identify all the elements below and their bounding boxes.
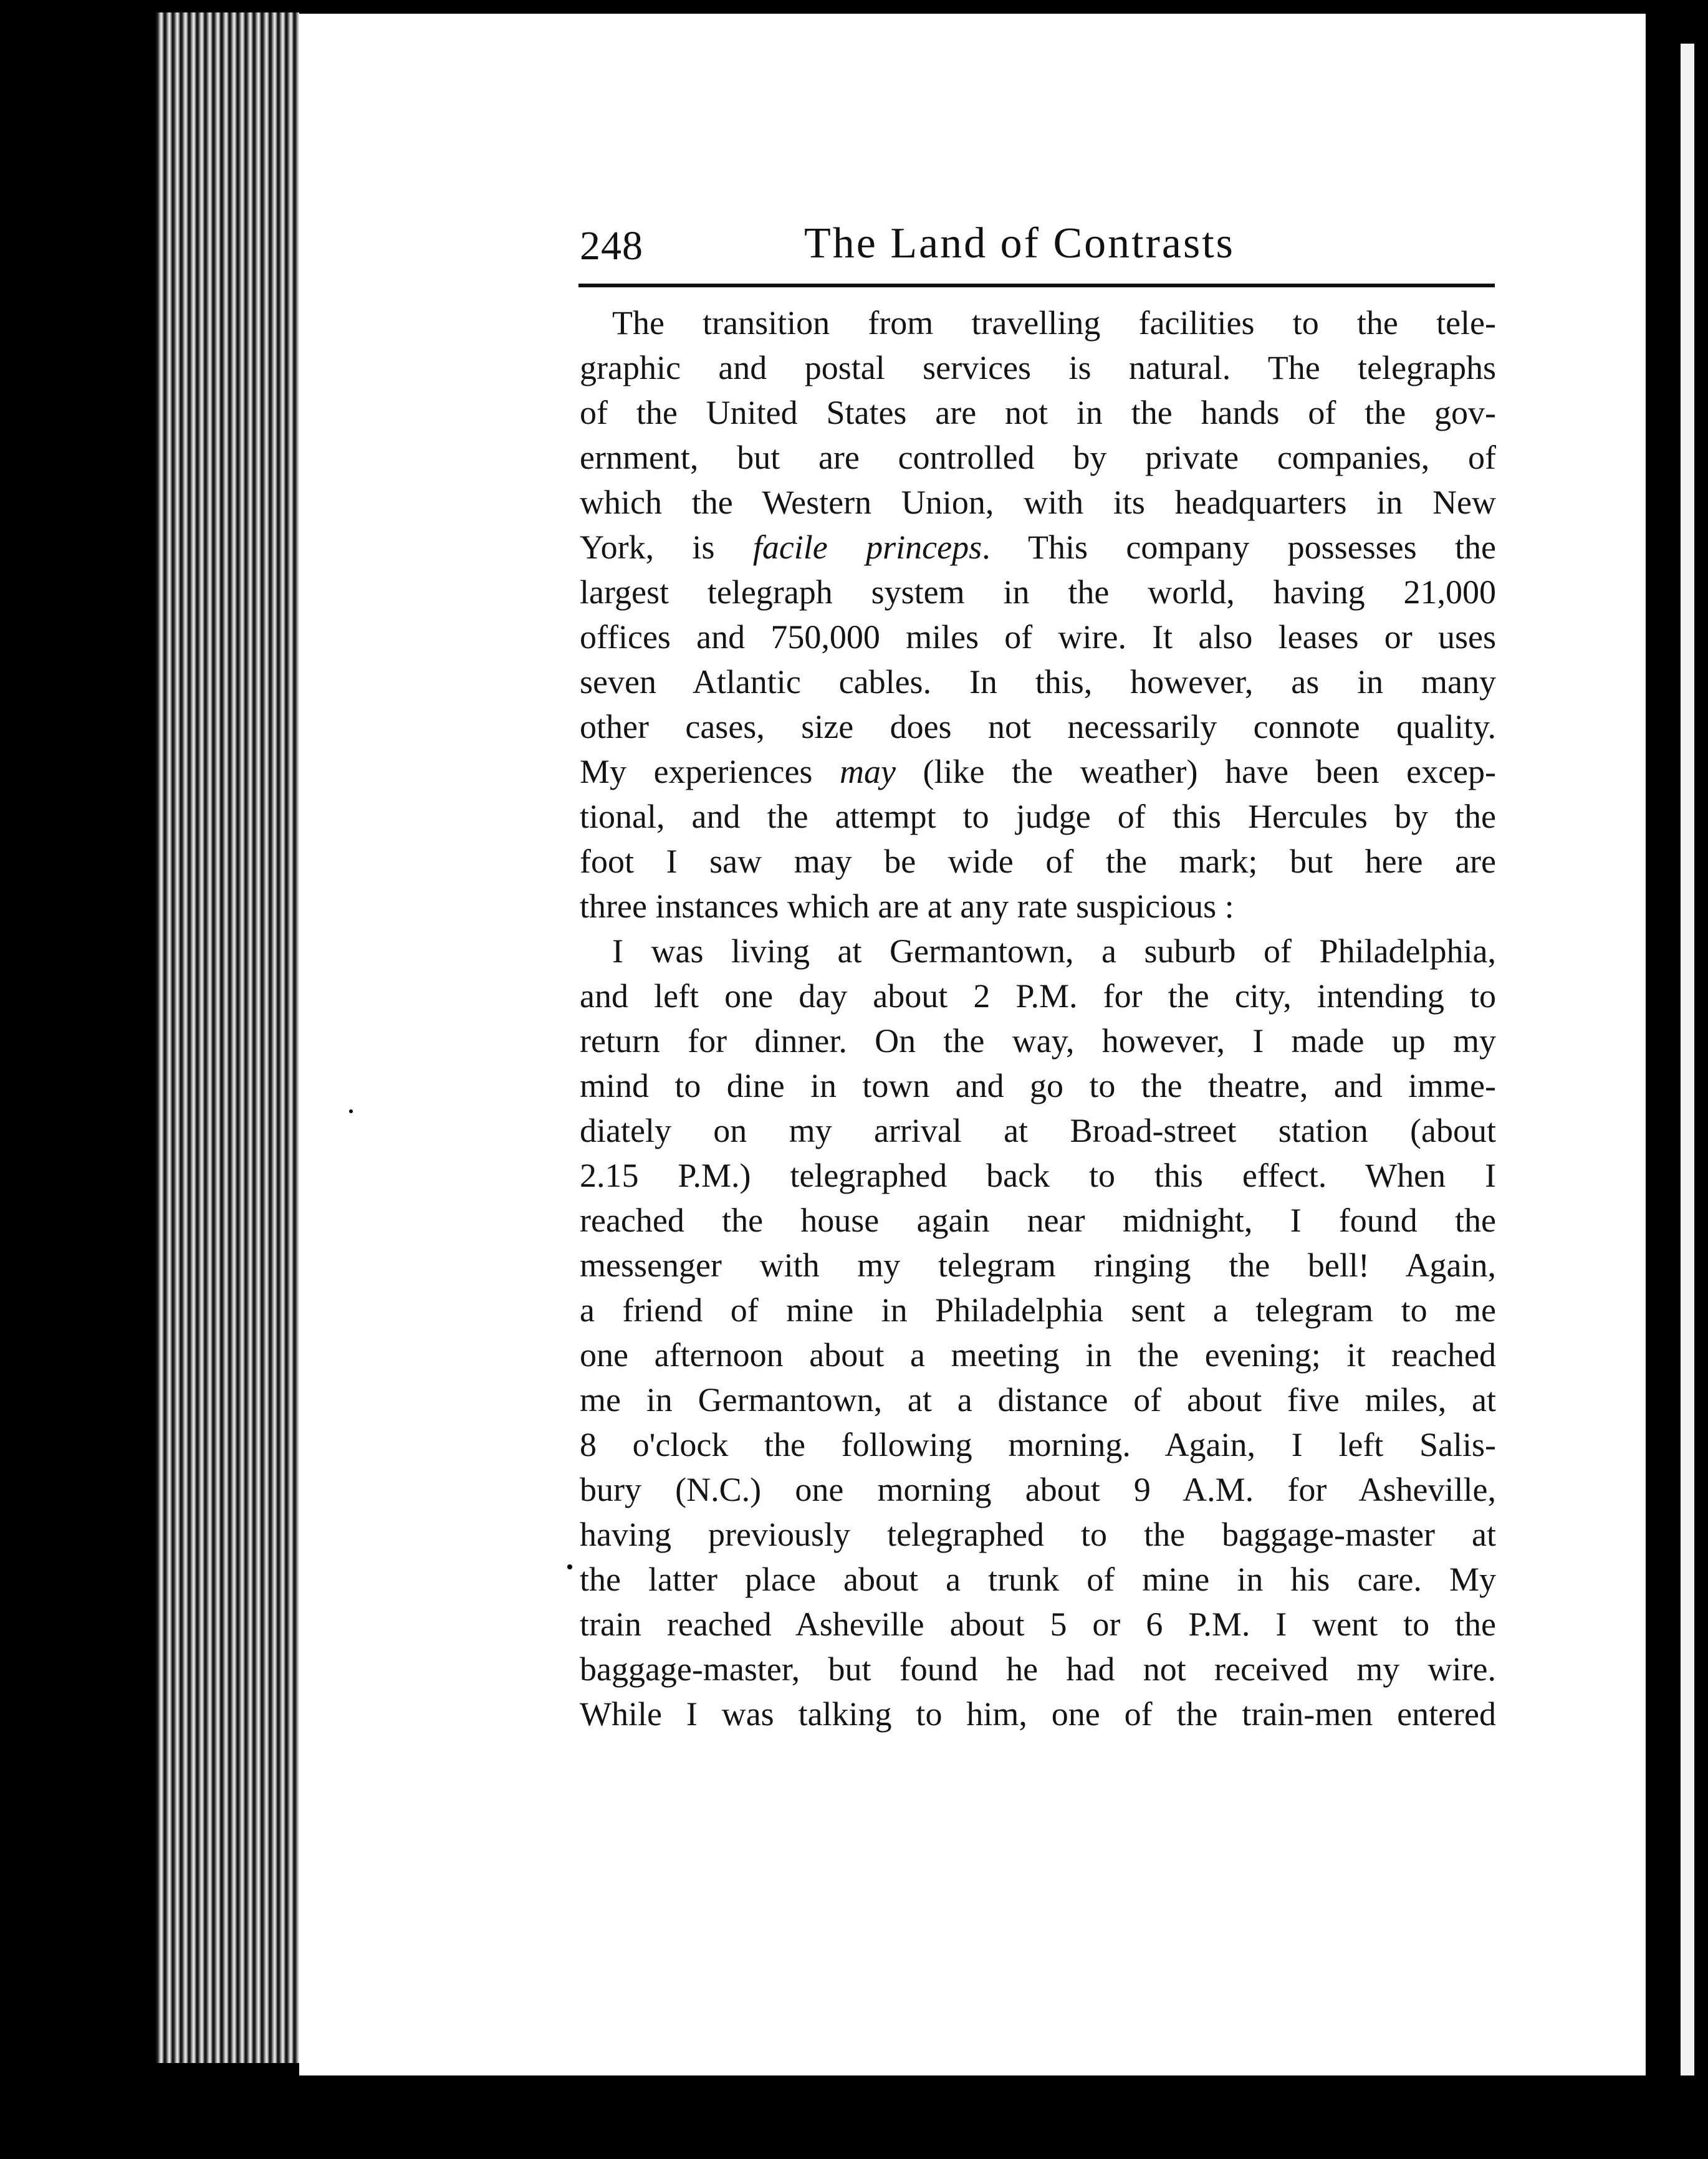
text-line: having previously telegraphed to the baggage-master at bbox=[580, 1516, 1496, 1553]
bottom-scan-border bbox=[0, 2075, 1708, 2159]
text-line: bury (N.C.) one morning about 9 A.M. for Asheville, bbox=[580, 1471, 1496, 1508]
text-line: While I was talking to him, one of the train-men entered bbox=[580, 1695, 1496, 1733]
text-line: My experiences may (like the weather) have been excep- bbox=[580, 753, 1496, 790]
text-line: train reached Asheville about 5 or 6 P.M. I went to the bbox=[580, 1606, 1496, 1643]
book-page-edges bbox=[156, 12, 299, 2063]
top-scan-border bbox=[299, 0, 1646, 14]
scan-speck bbox=[349, 1109, 353, 1113]
text-line: diately on my arrival at Broad-street station (about bbox=[580, 1112, 1496, 1149]
text-line: graphic and postal services is natural. The telegraphs bbox=[580, 349, 1496, 386]
running-head bbox=[580, 215, 1496, 284]
text-line: I was living at Germantown, a suburb of Philadelphia, bbox=[612, 932, 1496, 970]
text-line: largest telegraph system in the world, having 21,000 bbox=[580, 573, 1496, 611]
header-rule bbox=[578, 284, 1495, 287]
text-line: and left one day about 2 P.M. for the city, intending to bbox=[580, 977, 1496, 1015]
text-line: mind to dine in town and go to the theatre, and imme- bbox=[580, 1067, 1496, 1104]
text-line: offices and 750,000 miles of wire. It also leases or uses bbox=[580, 618, 1496, 656]
scan-speck bbox=[567, 1564, 572, 1569]
text-line: of the United States are not in the hands of the gov- bbox=[580, 394, 1496, 431]
text-line: reached the house again near midnight, I found the bbox=[580, 1202, 1496, 1239]
running-title: The Land of Contrasts bbox=[804, 219, 1235, 267]
text-line: other cases, size does not necessarily connote quality. bbox=[580, 708, 1496, 745]
right-scan-border bbox=[1646, 0, 1708, 2159]
text-line: baggage-master, but found he had not received my wire. bbox=[580, 1650, 1496, 1688]
text-line: seven Atlantic cables. In this, however, as in many bbox=[580, 663, 1496, 701]
text-line: one afternoon about a meeting in the evening; it reached bbox=[580, 1336, 1496, 1374]
text-line: messenger with my telegram ringing the bell! Again, bbox=[580, 1247, 1496, 1284]
page-number: 248 bbox=[580, 223, 643, 269]
text-line: me in Germantown, at a distance of about five miles, at bbox=[580, 1381, 1496, 1419]
text-line: ernment, but are controlled by private companies, of bbox=[580, 439, 1496, 476]
text-line: which the Western Union, with its headquarters in New bbox=[580, 484, 1496, 521]
text-line: foot I saw may be wide of the mark; but here are bbox=[580, 843, 1496, 880]
text-line: 8 o'clock the following morning. Again, I left Salis- bbox=[580, 1426, 1496, 1463]
text-line: three instances which are at any rate suspicious : bbox=[580, 888, 1234, 925]
next-page-edge bbox=[1681, 44, 1694, 2075]
body-text bbox=[580, 300, 1496, 1736]
text-line: 2.15 P.M.) telegraphed back to this effect. When I bbox=[580, 1157, 1496, 1194]
text-line: The transition from travelling facilities to the tele- bbox=[612, 304, 1496, 342]
text-line: tional, and the attempt to judge of this Hercules by the bbox=[580, 798, 1496, 835]
text-line: the latter place about a trunk of mine in his care. My bbox=[580, 1561, 1496, 1598]
text-line: York, is facile princeps. This company possesses the bbox=[580, 529, 1497, 566]
scan-speck bbox=[106, 567, 125, 576]
text-line: a friend of mine in Philadelphia sent a telegram to me bbox=[580, 1291, 1496, 1329]
text-line: return for dinner. On the way, however, I made up my bbox=[580, 1022, 1496, 1060]
